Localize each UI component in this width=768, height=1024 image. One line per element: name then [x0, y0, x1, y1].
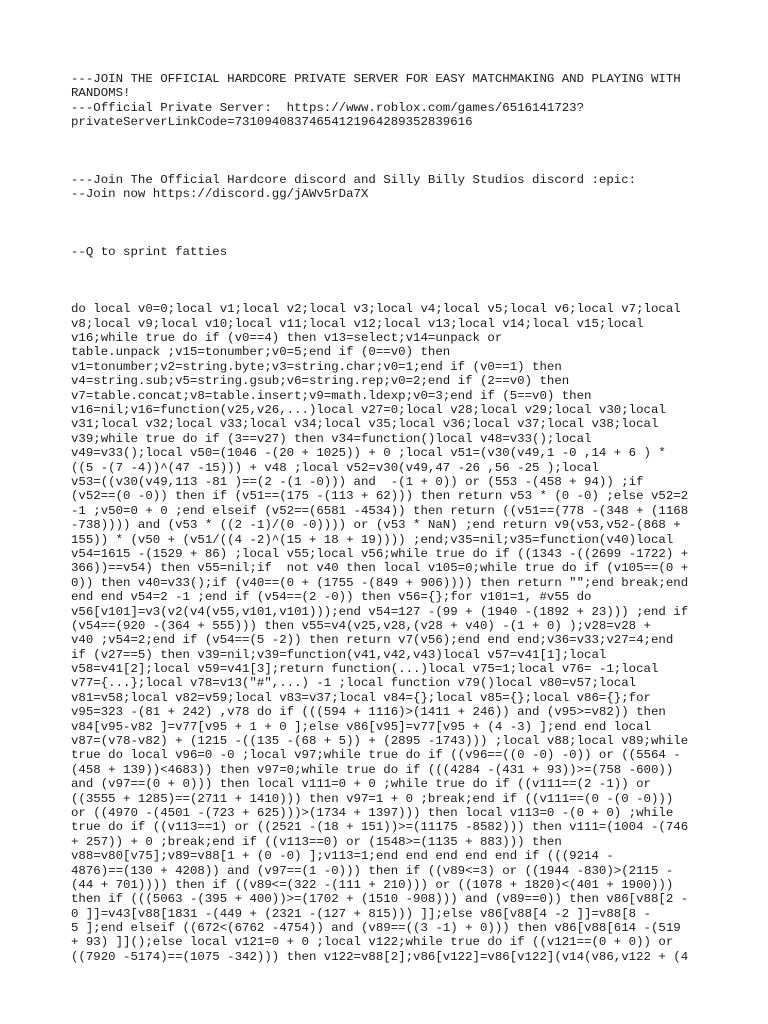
text-line: do local v0=0;local v1;local v2;local v3;local v4;local v5;local v6;local v7;local — [71, 302, 681, 317]
text-line: and (v97==(0 + 0))) then local v111=0 + 0 ;while true do if ((v111==(2 -1)) or — [71, 777, 651, 792]
text-line: ((3555 + 1285)==(2711 + 1410))) then v97=1 + 0 ;break;end if ((v111==(0 -(0 -0))) — [71, 791, 674, 806]
text-line: RANDOMS! — [71, 86, 131, 101]
spacer — [71, 202, 711, 245]
spacer — [71, 259, 711, 302]
discord-notice — [71, 173, 711, 202]
text-line: v8;local v9;local v10;local v11;local v12;local v13;local v14;local v15;local — [71, 316, 644, 331]
text-line: then if (((5063 -(395 + 400))>=(1702 + (1510 -908))) and (v89==0)) then v86[v88[2 - — [71, 892, 689, 907]
text-line: v16=nil;v16=function(v25,v26,...)local v27=0;local v28;local v29;local v30;local — [71, 403, 666, 418]
text-line: v40 ;v54=2;end if (v54==(5 -2)) then return v7(v56);end end end;v36=v33;v27=4;end — [71, 633, 674, 648]
text-line: v56[v101]=v3(v2(v4(v55,v101,v101)));end v54=127 -(99 + (1940 -(1892 + 23))) ;end if — [71, 604, 689, 619]
text-line: ---Join The Official Hardcore discord and Silly Billy Studios discord :epic: — [71, 172, 637, 187]
text-line: v54=1615 -(1529 + 86) ;local v55;local v56;while true do if ((1343 -((2699 -1722) + — [71, 546, 689, 561]
text-line: --Q to sprint fatties — [71, 244, 228, 259]
document-body — [71, 72, 711, 964]
text-line: -738)))) and (v53 * ((2 -1)/(0 -0)))) or (v53 * NaN) ;end return v9(v53,v52-(868 + — [71, 518, 681, 533]
text-line: ---JOIN THE OFFICIAL HARDCORE PRIVATE SERVER FOR EASY MATCHMAKING AND PLAYING WITH — [71, 72, 681, 86]
private-server-notice — [71, 72, 711, 130]
text-line: or ((4970 -(4501 -(723 + 625)))>(1734 + 1397))) then local v113=0 -(0 + 0) ;while — [71, 805, 674, 820]
text-line: (458 + 139))<4683)) then v97=0;while true do if (((4284 -(431 + 93))>=(758 -600)) — [71, 762, 674, 777]
text-line: true do if ((v113==1) or ((2521 -(18 + 151))>=(11175 -8582))) then v111=(1004 -(746 — [71, 820, 689, 835]
text-line: ((5 -(7 -4))^(47 -15))) + v48 ;local v52=v30(v49,47 -26 ,56 -25 );local — [71, 460, 599, 475]
text-line: 5 ];end elseif ((672<(6762 -4754)) and (v89==((3 -1) + 0))) then v86[v88[614 -(519 — [71, 921, 681, 936]
text-line: 155)) * (v50 + (v51/((4 -2)^(15 + 18 + 19)))) ;end;v35=nil;v35=function(v40)local — [71, 532, 674, 547]
text-line: v53=((v30(v49,113 -81 )==(2 -(1 -0))) and -(1 + 0)) or (553 -(458 + 94)) ;if — [71, 474, 644, 489]
text-line: v49=v33();local v50=(1046 -(20 + 1025)) + 0 ;local v51=(v30(v49,1 -0 ,14 + 6 ) * — [71, 446, 666, 461]
text-line: v77={...};local v78=v13("#",...) -1 ;local function v79()local v80=v57;local — [71, 676, 637, 691]
text-line: (v54==(920 -(364 + 555))) then v55=v4(v25,v28,(v28 + v40) -(1 + 0) );v28=v28 + — [71, 618, 651, 633]
text-line: + 257)) + 0 ;break;end if ((v113==0) or (1548>=(1135 + 883))) then — [71, 834, 562, 849]
text-line: (44 + 701)))) then if ((v89<=(322 -(111 + 210))) or ((1078 + 1820)<(401 + 1900))) — [71, 877, 674, 892]
text-line: end end v54=2 -1 ;end if (v54==(2 -0)) then v56={};for v101=1, #v55 do — [71, 590, 592, 605]
text-line: privateServerLinkCode=73109408374654121964289352839616 — [71, 115, 473, 130]
obfuscated-script-code — [71, 302, 711, 964]
text-line: --Join now https://discord.gg/jAWv5rDa7X — [71, 187, 369, 202]
text-line: v88=v80[v75];v89=v88[1 + (0 -0) ];v113=1;end end end end end if (((9214 - — [71, 849, 614, 864]
text-line: v4=string.sub;v5=string.gsub;v6=string.rep;v0=2;end if (2==v0) then — [71, 374, 570, 389]
text-line: 0)) then v40=v33();if (v40==(0 + (1755 -(849 + 906)))) then return "";end break;end — [71, 575, 689, 590]
text-line: if (v27==5) then v39=nil;v39=function(v41,v42,v43)local v57=v41[1];local — [71, 647, 607, 662]
text-line: ((7920 -5174)==(1075 -342))) then v122=v88[2];v86[v122]=v86[v122](v14(v86,v122 + (4 — [71, 949, 689, 964]
text-line: v81=v58;local v82=v59;local v83=v37;local v84={};local v85={};local v86={};for — [71, 690, 651, 705]
text-line: true do local v96=0 -0 ;local v97;while true do if ((v96==((0 -0) -0)) or ((5564 - — [71, 748, 681, 763]
spacer — [71, 130, 711, 173]
text-line: 366))==v54) then v55=nil;if not v40 then local v105=0;while true do if (v105==(0 + — [71, 561, 689, 576]
text-line: v16;while true do if (v0==4) then v13=select;v14=unpack or — [71, 331, 503, 346]
sprint-note — [71, 245, 711, 259]
text-line: 4876)==(130 + 4208)) and (v97==(1 -0))) then if ((v89<=3) or ((1944 -830)>(2115 - — [71, 863, 674, 878]
text-line: v58=v41[2];local v59=v41[3];return function(...)local v75=1;local v76= -1;local — [71, 662, 659, 677]
text-line: v87=(v78-v82) + (1215 -((135 -(68 + 5)) + (2895 -1743))) ;local v88;local v89;while — [71, 734, 689, 749]
text-line: v1=tonumber;v2=string.byte;v3=string.char;v0=1;end if (v0==1) then — [71, 359, 562, 374]
text-line: v84[v95-v82 ]=v77[v95 + 1 + 0 ];else v86[v95]=v77[v95 + (4 -3) ];end end local — [71, 719, 651, 734]
text-line: table.unpack ;v15=tonumber;v0=5;end if (0==v0) then — [71, 345, 451, 360]
text-line: -1 ;v50=0 + 0 ;end elseif (v52==(6581 -4534)) then return ((v51==(778 -(348 + (1168 — [71, 503, 689, 518]
text-line: (v52==(0 -0)) then if (v51==(175 -(113 + 62))) then return v53 * (0 -0) ;else v52=2 — [71, 489, 689, 504]
text-line: 0 ]]=v43[v88[1831 -(449 + (2321 -(127 + 815))) ]];else v86[v88[4 -2 ]]=v88[8 - — [71, 906, 651, 921]
text-line: ---Official Private Server: https://www.roblox.com/games/6516141723? — [71, 100, 585, 115]
text-line: v31;local v32;local v33;local v34;local v35;local v36;local v37;local v38;local — [71, 417, 659, 432]
text-line: v7=table.concat;v8=table.insert;v9=math.ldexp;v0=3;end if (5==v0) then — [71, 388, 592, 403]
text-line: + 93) ]]();else local v121=0 + 0 ;local v122;while true do if ((v121==(0 + 0)) or — [71, 935, 674, 950]
text-line: v39;while true do if (3==v27) then v34=function()local v48=v33();local — [71, 431, 592, 446]
text-line: v95=323 -(81 + 242) ,v78 do if (((594 + 1116)>(1411 + 246)) and (v95>=v82)) then — [71, 705, 666, 720]
